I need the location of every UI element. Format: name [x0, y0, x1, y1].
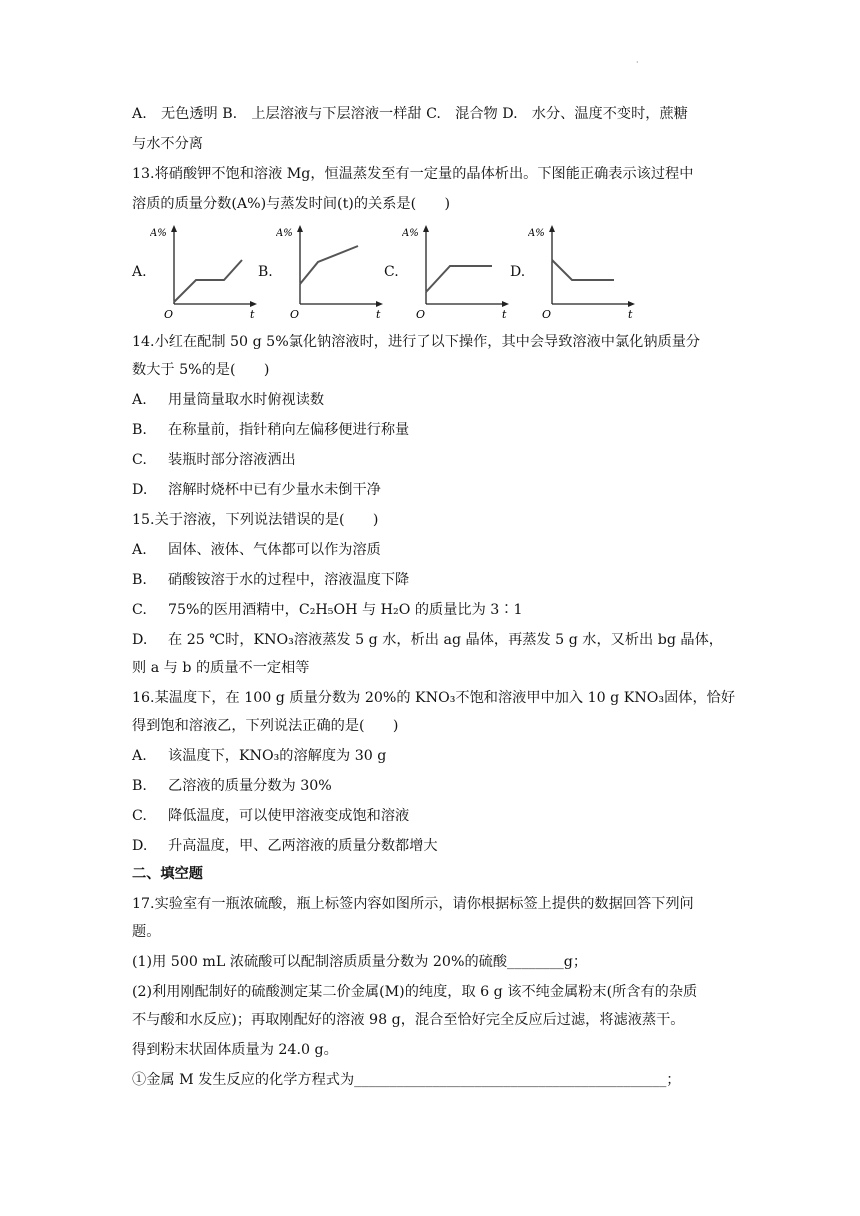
q17-stem-line2: 题。 [132, 924, 161, 940]
q13-graph-d-x-label: t [628, 308, 633, 321]
q15-stem: 15.关于溶液，下列说法错误的是( ) [132, 512, 379, 528]
q13-graph-c-x-label: t [502, 308, 507, 321]
q15-option-a: A. 固体、液体、气体都可以作为溶质 [132, 542, 381, 558]
section-heading-fill-in: 二、填空题 [132, 866, 203, 882]
q15-option-b: B. 硝酸铵溶于水的过程中，溶液温度下降 [132, 572, 410, 588]
q13-graph-c [402, 222, 512, 322]
q13-graph-a-label: A. [132, 264, 147, 280]
q13-graph-d-y-label: A% [528, 228, 545, 239]
q14-option-a: A. 用量筒量取水时俯视读数 [132, 392, 325, 408]
q13-graph-c-y-label: A% [402, 228, 419, 239]
q17-part2-line1: (2)利用刚配制好的硫酸测定某二价金属(M)的纯度，取 6 g 该不纯金属粉末(所含有的杂质 [132, 984, 698, 1000]
q13-graph-c-origin: O [416, 308, 426, 321]
q15-option-d: D. 在 25 ℃时，KNO₃溶液蒸发 5 g 水，析出 ag 晶体，再蒸发 5 g 水，又析出 bg 晶体， [132, 632, 723, 648]
q16-option-a: A. 该温度下，KNO₃的溶解度为 30 g [132, 748, 387, 764]
q16-option-c: C. 降低温度，可以使甲溶液变成饱和溶液 [132, 808, 410, 824]
q15-option-c: C. 75%的医用酒精中，C₂H₅OH 与 H₂O 的质量比为 3∶1 [132, 602, 523, 618]
q13-graph-a-origin: O [164, 308, 174, 321]
q17-part2-line3: 得到粉末状固体质量为 24.0 g。 [132, 1042, 338, 1058]
q14-option-b: B. 在称量前，指针稍向左偏移便进行称量 [132, 422, 410, 438]
header-dot: · [636, 58, 639, 67]
q15-option-d-continuation: 则 a 与 b 的质量不一定相等 [132, 660, 310, 676]
q13-graph-c-label: C. [384, 264, 399, 280]
q13-graph-b-y-label: A% [276, 228, 293, 239]
q14-stem-line1: 14.小红在配制 50 g 5%氯化钠溶液时，进行了以下操作，其中会导致溶液中氯化钠质量分 [132, 334, 701, 350]
q17-part2-line2: 不与酸和水反应)；再取刚配好的溶液 98 g，混合至恰好完全反应后过滤，将滤液蒸干。 [132, 1012, 685, 1028]
q13-graph-d [528, 222, 638, 322]
q13-stem-line1: 13.将硝酸钾不饱和溶液 Mg，恒温蒸发至有一定量的晶体析出。下图能正确表示该过程中 [132, 166, 694, 182]
q17-part1: (1)用 500 mL 浓硫酸可以配制溶质质量分数为 20%的硫酸________g； [132, 954, 588, 970]
q14-option-d: D. 溶解时烧杯中已有少量水未倒干净 [132, 482, 381, 498]
q14-option-c: C. 装瓶时部分溶液洒出 [132, 452, 296, 468]
q14-stem-line2: 数大于 5%的是( ) [132, 362, 270, 378]
q13-graph-a-x-label: t [250, 308, 255, 321]
q16-option-b: B. 乙溶液的质量分数为 30% [132, 778, 332, 794]
q16-stem-line1: 16.某温度下，在 100 g 质量分数为 20%的 KNO₃不饱和溶液甲中加入 10 g KNO₃固体，恰好 [132, 690, 736, 706]
q12-option-d-continuation: 与水不分离 [132, 136, 203, 152]
q13-graph-a [150, 222, 260, 322]
q13-stem-line2: 溶质的质量分数(A%)与蒸发时间(t)的关系是( ) [132, 196, 451, 212]
q13-graph-b-x-label: t [376, 308, 381, 321]
q13-graph-a-y-label: A% [150, 228, 167, 239]
q16-stem-line2: 得到饱和溶液乙，下列说法正确的是( ) [132, 718, 399, 734]
q13-graph-b [276, 222, 386, 322]
q13-graph-d-label: D. [510, 264, 526, 280]
q12-options-line: A. 无色透明 B. 上层溶液与下层溶液一样甜 C. 混合物 D. 水分、温度不变时，蔗糖 [132, 106, 688, 122]
q13-graph-b-label: B. [258, 264, 273, 280]
q17-stem-line1: 17.实验室有一瓶浓硫酸，瓶上标签内容如图所示，请你根据标签上提供的数据回答下列问 [132, 896, 694, 912]
q13-graph-b-origin: O [290, 308, 300, 321]
q16-option-d: D. 升高温度，甲、乙两溶液的质量分数都增大 [132, 838, 438, 854]
q17-part2-sub1: ①金属 M 发生反应的化学方程式为____________________________________________； [132, 1072, 681, 1088]
q13-graph-d-origin: O [542, 308, 552, 321]
